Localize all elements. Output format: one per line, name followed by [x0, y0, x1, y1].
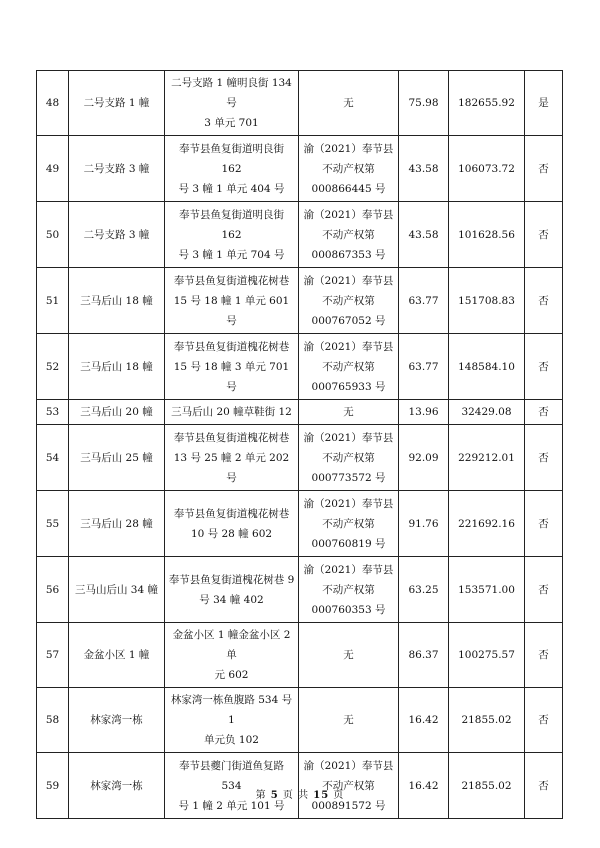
- certificate-cell-line: 不动产权第: [322, 162, 375, 175]
- table-row: [37, 557, 563, 623]
- area-cell: 86.37: [399, 623, 449, 688]
- flag-cell: 否: [525, 268, 563, 334]
- certificate-cell-line: 000773572 号: [311, 471, 386, 484]
- certificate-cell-line: 不动产权第: [322, 294, 375, 307]
- area-cell: 92.09: [399, 425, 449, 491]
- price-cell: 21855.02: [449, 688, 525, 753]
- certificate-cell-line: 无: [343, 649, 354, 661]
- certificate-cell: [299, 136, 399, 202]
- certificate-cell-line: 无: [343, 97, 354, 109]
- area-cell: 63.25: [399, 557, 449, 623]
- certificate-cell: [299, 202, 399, 268]
- address-cell-line: 15 号 18 幢 1 单元 601 号: [173, 294, 290, 327]
- address-cell-line: 元 602: [214, 669, 249, 681]
- flag-cell: 否: [525, 688, 563, 753]
- price-cell: 153571.00: [449, 557, 525, 623]
- address-cell-line: 二号支路 1 幢明良街 134 号: [171, 77, 292, 109]
- certificate-cell: [299, 400, 399, 425]
- price-cell: 182655.92: [449, 71, 525, 136]
- footer-middle: 页 共: [278, 790, 314, 801]
- certificate-cell-line: 不动产权第: [322, 517, 375, 530]
- certificate-cell: [299, 334, 399, 400]
- address-cell: [165, 136, 299, 202]
- price-cell: 148584.10: [449, 334, 525, 400]
- row-number: 53: [37, 400, 69, 425]
- flag-cell: 否: [525, 623, 563, 688]
- flag-cell: 否: [525, 491, 563, 557]
- footer-suffix: 页: [329, 790, 345, 801]
- row-number: 49: [37, 136, 69, 202]
- building-name: 三马后山 25 幢: [69, 425, 165, 491]
- certificate-cell-line: 不动产权第: [322, 583, 375, 596]
- area-cell: 43.58: [399, 136, 449, 202]
- table-row: [37, 425, 563, 491]
- address-cell-line: 号 34 幢 402: [199, 593, 264, 606]
- building-name: 林家湾一栋: [69, 753, 165, 819]
- area-cell: 16.42: [399, 688, 449, 753]
- flag-cell: 是: [525, 71, 563, 136]
- address-cell-line: 奉节县鱼复街道槐花树巷: [173, 340, 290, 353]
- address-cell-line: 单元负 102: [204, 734, 259, 746]
- certificate-cell-line: 000866445 号: [311, 182, 386, 195]
- certificate-cell-line: 渝（2021）奉节县: [303, 497, 394, 510]
- address-cell-line: 奉节县鱼复街道明良街 162: [179, 208, 284, 241]
- building-name: 金盆小区 1 幢: [69, 623, 165, 688]
- price-cell: 101628.56: [449, 202, 525, 268]
- building-name: 二号支路 3 幢: [69, 136, 165, 202]
- flag-cell: 否: [525, 400, 563, 425]
- flag-cell: 否: [525, 202, 563, 268]
- area-cell: 16.42: [399, 753, 449, 819]
- row-number: 48: [37, 71, 69, 136]
- address-cell-line: 奉节县鱼复街道槐花树巷 9: [168, 573, 295, 586]
- address-cell: [165, 71, 299, 136]
- table-row: [37, 334, 563, 400]
- row-number: 51: [37, 268, 69, 334]
- area-cell: 75.98: [399, 71, 449, 136]
- area-cell: 91.76: [399, 491, 449, 557]
- building-name: 二号支路 1 幢: [69, 71, 165, 136]
- certificate-cell: [299, 425, 399, 491]
- address-cell-line: 3 单元 701: [204, 117, 259, 129]
- property-table: [36, 70, 563, 819]
- certificate-cell: [299, 623, 399, 688]
- address-cell-line: 15 号 18 幢 3 单元 701 号: [173, 360, 290, 393]
- certificate-cell-line: 000767052 号: [311, 314, 386, 327]
- certificate-cell: [299, 557, 399, 623]
- certificate-cell-line: 000867353 号: [311, 248, 386, 261]
- row-number: 56: [37, 557, 69, 623]
- building-name: 三马后山 18 幢: [69, 268, 165, 334]
- certificate-cell-line: 无: [343, 714, 354, 726]
- certificate-cell-line: 不动产权第: [322, 779, 375, 792]
- price-cell: 100275.57: [449, 623, 525, 688]
- certificate-cell-line: 渝（2021）奉节县: [303, 208, 394, 221]
- table-row: [37, 688, 563, 753]
- table-row: [37, 202, 563, 268]
- certificate-cell: [299, 688, 399, 753]
- address-cell: [165, 268, 299, 334]
- address-cell-line: 奉节县鱼复街道槐花树巷: [173, 274, 290, 287]
- address-cell-line: 奉节县鱼复街道明良街 162: [179, 142, 284, 175]
- address-cell-line: 林家湾一栋鱼腹路 534 号 1: [170, 694, 293, 726]
- certificate-cell-line: 不动产权第: [322, 451, 375, 464]
- row-number: 59: [37, 753, 69, 819]
- building-name: 三马后山 20 幢: [69, 400, 165, 425]
- certificate-cell: [299, 268, 399, 334]
- table-row: [37, 623, 563, 688]
- flag-cell: 否: [525, 136, 563, 202]
- address-cell: [165, 425, 299, 491]
- price-cell: 151708.83: [449, 268, 525, 334]
- flag-cell: 否: [525, 753, 563, 819]
- address-cell: [165, 400, 299, 425]
- certificate-cell-line: 渝（2021）奉节县: [303, 340, 394, 353]
- certificate-cell-line: 无: [343, 406, 354, 418]
- certificate-cell-line: 000760353 号: [311, 603, 386, 616]
- building-name: 三马山后山 34 幢: [69, 557, 165, 623]
- price-cell: 32429.08: [449, 400, 525, 425]
- row-number: 52: [37, 334, 69, 400]
- area-cell: 63.77: [399, 334, 449, 400]
- certificate-cell-line: 不动产权第: [322, 360, 375, 373]
- address-cell-line: 号 3 幢 1 单元 704 号: [178, 248, 285, 261]
- address-cell: [165, 334, 299, 400]
- address-cell-line: 奉节县鱼复街道槐花树巷: [173, 431, 290, 444]
- table-row: [37, 136, 563, 202]
- address-cell-line: 号 1 幢 2 单元 101 号: [178, 799, 285, 812]
- certificate-cell-line: 000891572 号: [311, 799, 386, 812]
- total-page-number: 15: [313, 790, 330, 801]
- certificate-cell-line: 不动产权第: [322, 228, 375, 241]
- building-name: 三马后山 18 幢: [69, 334, 165, 400]
- address-cell: [165, 202, 299, 268]
- address-cell-line: 10 号 28 幢 602: [190, 527, 273, 540]
- certificate-cell-line: 000760819 号: [311, 537, 386, 550]
- table-row: [37, 268, 563, 334]
- address-cell: [165, 491, 299, 557]
- address-cell: [165, 688, 299, 753]
- table-row: [37, 400, 563, 425]
- price-cell: 106073.72: [449, 136, 525, 202]
- address-cell-line: 号 3 幢 1 单元 404 号: [178, 182, 285, 195]
- certificate-cell: [299, 491, 399, 557]
- row-number: 55: [37, 491, 69, 557]
- flag-cell: 否: [525, 334, 563, 400]
- certificate-cell-line: 000765933 号: [311, 380, 386, 393]
- building-name: 三马后山 28 幢: [69, 491, 165, 557]
- certificate-cell-line: 渝（2021）奉节县: [303, 759, 394, 772]
- certificate-cell-line: 渝（2021）奉节县: [303, 142, 394, 155]
- price-cell: 229212.01: [449, 425, 525, 491]
- area-cell: 63.77: [399, 268, 449, 334]
- address-cell-line: 三马后山 20 幢草鞋街 12: [171, 406, 292, 418]
- address-cell-line: 奉节县鱼复街道槐花树巷: [173, 507, 290, 520]
- address-cell: [165, 623, 299, 688]
- certificate-cell-line: 渝（2021）奉节县: [303, 563, 394, 576]
- row-number: 58: [37, 688, 69, 753]
- address-cell-line: 金盆小区 1 幢金盆小区 2 单: [172, 629, 291, 661]
- address-cell-line: 奉节县夔门街道鱼复路 534: [179, 759, 284, 792]
- price-cell: 221692.16: [449, 491, 525, 557]
- row-number: 50: [37, 202, 69, 268]
- current-page-number: 5: [270, 790, 279, 801]
- certificate-cell: [299, 71, 399, 136]
- price-cell: 21855.02: [449, 753, 525, 819]
- certificate-cell-line: 渝（2021）奉节县: [303, 431, 394, 444]
- area-cell: 43.58: [399, 202, 449, 268]
- certificate-cell-line: 渝（2021）奉节县: [303, 274, 394, 287]
- building-name: 二号支路 3 幢: [69, 202, 165, 268]
- footer-prefix: 第: [255, 790, 271, 801]
- address-cell-line: 13 号 25 幢 2 单元 202 号: [173, 451, 290, 484]
- table-row: [37, 491, 563, 557]
- address-cell: [165, 557, 299, 623]
- table-row: [37, 71, 563, 136]
- page-footer: [0, 786, 600, 801]
- building-name: 林家湾一栋: [69, 688, 165, 753]
- area-cell: 13.96: [399, 400, 449, 425]
- flag-cell: 否: [525, 425, 563, 491]
- flag-cell: 否: [525, 557, 563, 623]
- row-number: 54: [37, 425, 69, 491]
- row-number: 57: [37, 623, 69, 688]
